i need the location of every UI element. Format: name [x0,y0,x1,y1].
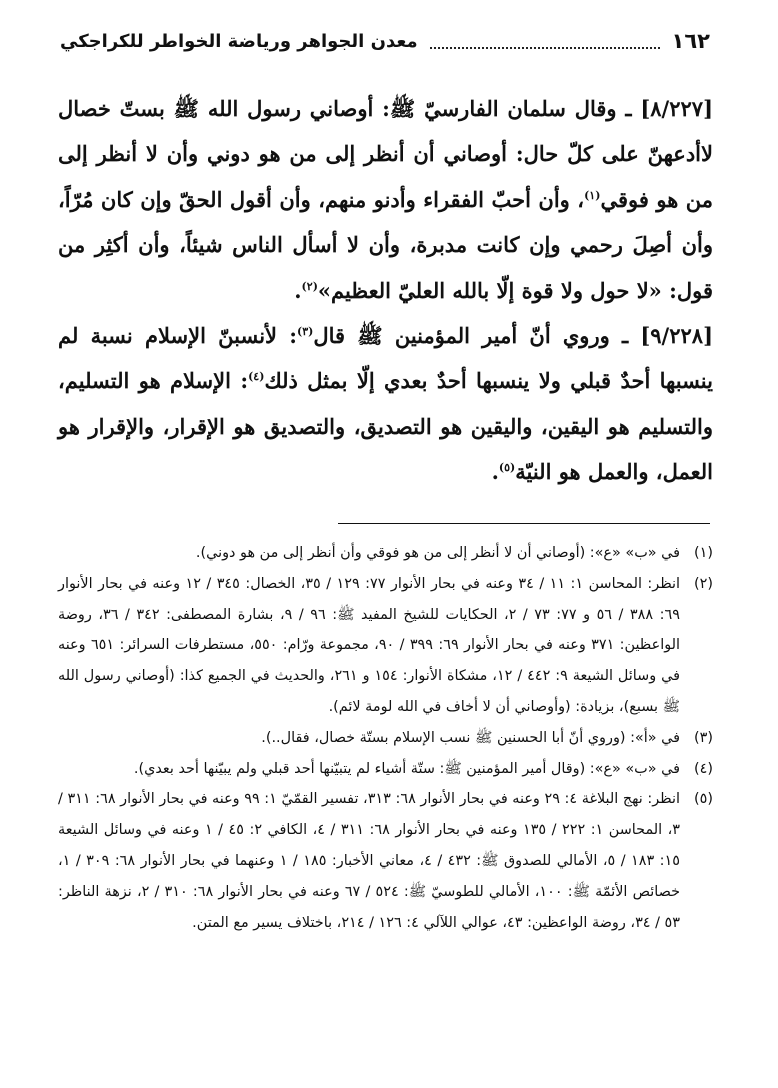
page-number: ١٦٢ [671,29,710,53]
footnote-text: في «ب» «ع»: (أوصاني أن لا أنظر إلى من هو فوقي وأن أنظر إلى من هو دوني). [195,545,680,561]
paragraph-228 [58,313,713,495]
footnote-3 [58,723,713,754]
footnote-number: (٢) [694,575,714,592]
footnote-ref-1: (١) [584,188,601,202]
running-header [60,26,710,56]
paragraph-text: ، وأن أحبّ الفقراء وأدنو منهم، وأن أقول الحقّ وإن كان مُرّاً، وأن أصِلَ رحمي وإن كانت مدبرة، وأن لا أسأل الناس شيئاً، وأن أكثِر من قول: «لا حول ولا قوة إلّا بالله العليّ العظيم» [58,186,713,303]
footnote-number: (١) [694,545,713,561]
footnote-1 [58,538,713,569]
footnote-text: في «ب» «ع»: (وقال أمير المؤمنين ﷺ: ستّة أشياء لم يتبيّنها أحد قبلي ولم يبيّنها أحد بعدي). [133,760,680,777]
footnotes [58,538,713,938]
main-text [58,86,713,495]
paragraph-text: . [294,277,302,303]
paragraph-text: : الإسلام هو التسليم، والتسليم هو اليقين، واليقين هو التصديق، والتصديق هو الإقرار، والإقرار هو العمل، والعمل هو النيّة [58,368,713,485]
footnote-2 [58,569,713,723]
paragraph-text: : لأنسبنّ الإسلام نسبة لم ينسبها أحدٌ قبلي ولا ينسبها أحدٌ بعدي إلّا بمثل ذلك [58,323,713,394]
paragraph-ref: [٩/٢٢٨] [640,323,713,349]
paragraph-text: ـ وقال سلمان الفارسيّ ﷺ: أوصاني رسول الله ﷺ بستّ خصال لاأدعهنّ على كلّ حال: أوصاني أن أنظر إلى من هو دوني وأن لا أنظر إلى من هو فوقي [58,96,713,212]
header-dot-leader [430,33,660,49]
paragraph-text: . [491,459,499,485]
paragraph-ref: [٨/٢٢٧] [640,96,713,121]
footnote-number: (٣) [694,729,713,746]
footnote-number: (٤) [694,760,713,777]
footnote-text: في «أ»: (وروي أنّ أبا الحسنين ﷺ نسب الإسلام بستّة خصال، فقال..). [261,729,680,746]
footnote-number: (٥) [694,791,713,808]
footnote-text: انظر: المحاسن ١: ١١ / ٣٤ وعنه في بحار الأنوار ٧٧: ١٢٩ / ٣٥، الخصال: ٣٤٥ / ١٢ وعنه في بحار الأنوار ٦٩: ٣٨٨ / ٥٦ و ٧٧: ٧٣ / ٢، الحكايات للشيخ المفيد ﷺ: ٩٦ / ٩، بشارة المصطفى: ٣٤٢ / ٣٦، روضة الواعظين: ٣٧١ وعنه في بحار الأنوار ٦٩: ٣٩٩ / ٩٠، مجموعة ورّام: ٥٥٠، مستطرفات السرائر: ٦٥١ وعنه في وسائل الشيعة ٩: ٤٤٢ / ١٢، مشكاة الأنوار: ١٥٤ و ٢٦١، والحديث في الجميع كذا: (أوصاني رسول الله ﷺ بسبع)، بزيادة: (وأوصاني أن لا أخاف في الله لومة لائم). [58,575,681,715]
footnote-4 [58,754,713,785]
paragraph-227 [58,86,713,313]
footnote-text: انظر: نهج البلاغة ٤: ٢٩ وعنه في بحار الأنوار ٦٨: ٣١٣، تفسير القمّيّ ١: ٩٩ وعنه في بحار الأنوار ٦٨: ٣١١ / ٣، المحاسن ١: ٢٢٢ / ١٣٥ وعنه في بحار الأنوار ٦٨: ٣١١ / ٤، الكافي ٢: ٤٥ / ١ وعنه في وسائل الشيعة ١٥: ١٨٣ / ٥، الأمالي للصدوق ﷺ: ٤٣٢ / ٤، معاني الأخبار: ١٨٥ / ١ وعنهما في بحار الأنوار ٦٨: ٣٠٩ / ١، خصائص الأئمّة ﷺ: ١٠٠، الأمالي للطوسيّ ﷺ: ٥٢٤ / ٦٧ وعنه في بحار الأنوار ٦٨: ٣١٠ / ٢، نزهة الناظر: ٥٣ / ٣٤، روضة الواعظين: ٤٣، عوالي اللآلي ٤: ١٢٦ / ٢١٤، باختلاف يسير مع المتن. [58,791,681,931]
footnote-ref-2: (٢) [301,279,318,293]
book-title: معدن الجواهر ورياضة الخواطر للكراجكي [60,30,418,52]
footnote-5 [58,784,713,938]
footnote-ref-4: (٤) [248,370,265,384]
footnote-separator [338,523,710,524]
footnote-ref-5: (٥) [498,461,516,475]
footnote-ref-3: (٣) [296,325,314,339]
paragraph-text: ـ وروي أنّ أمير المؤمنين ﷺ قال [313,323,641,349]
